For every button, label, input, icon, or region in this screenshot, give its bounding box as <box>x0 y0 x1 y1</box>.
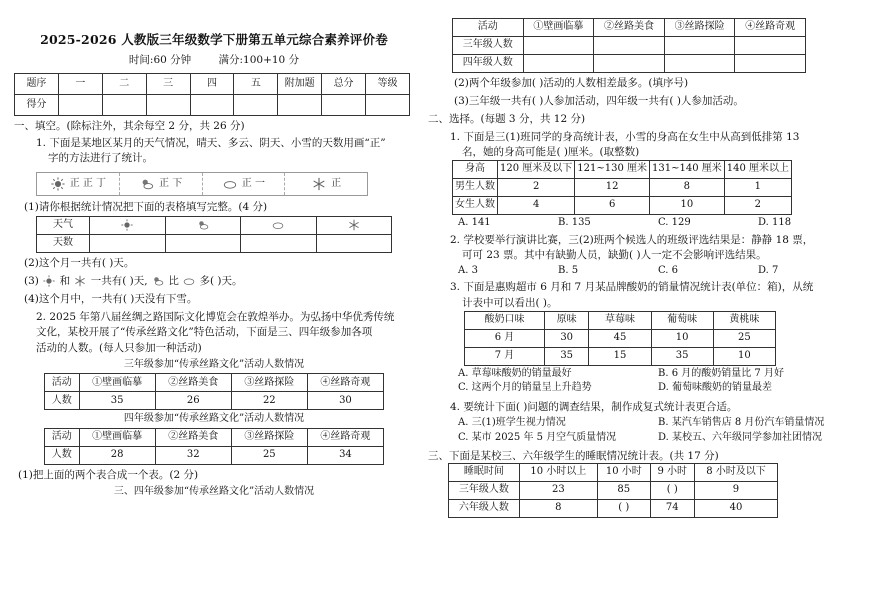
score-header: 三 <box>146 73 190 94</box>
option[interactable]: A. 三(1)班学生视力情况 <box>458 417 566 429</box>
partly-cloudy-icon <box>139 177 155 191</box>
score-header: 附加题 <box>278 73 322 94</box>
days-cell[interactable] <box>241 234 317 252</box>
grade3-value: 35 <box>79 392 155 410</box>
sleep-row-label: 三年级人数 <box>449 482 520 500</box>
option[interactable]: D. 葡萄味酸奶的销量最差 <box>658 382 773 394</box>
sun-icon <box>42 275 56 287</box>
q1-1: (1)请你根据统计情况把下面的表格填写完整。(4 分) <box>24 201 268 214</box>
activity-header: 活动 <box>45 428 80 446</box>
activity-header: ②丝路美食 <box>155 374 231 392</box>
score-cell[interactable] <box>146 94 190 115</box>
weather-sunny <box>90 216 166 234</box>
score-cell[interactable] <box>234 94 278 115</box>
yogurt-header: 草莓味 <box>589 311 651 329</box>
option[interactable]: B. 5 <box>558 264 579 276</box>
height-header: 131~140 厘米 <box>650 161 725 179</box>
sleep-row-label: 六年级人数 <box>449 500 520 518</box>
q2-line-c: 活动的人数。(每人只参加一种活动) <box>36 341 202 354</box>
sun-icon <box>50 177 66 191</box>
grade3-value: 22 <box>231 392 307 410</box>
q2-text <box>14 310 414 356</box>
cloud-icon <box>182 275 196 287</box>
snowflake-icon <box>73 275 87 287</box>
score-header: 一 <box>58 73 102 94</box>
c2-text <box>428 233 858 263</box>
height-value: 10 <box>650 197 725 215</box>
sleep-value: 85 <box>598 482 651 500</box>
days-cell[interactable] <box>90 234 166 252</box>
activity-header: 活动 <box>45 374 80 392</box>
activity-header: ④丝路奇观 <box>307 374 383 392</box>
section1-heading: 一、填空。(除标注外，其余每空 2 分，共 26 分) <box>14 119 245 132</box>
snowflake-icon <box>347 219 361 231</box>
score-cell[interactable] <box>366 94 410 115</box>
q2-3: (3)三年级一共有( )人参加活动，四年级一共有( )人参加活动。 <box>454 95 744 108</box>
grade4-caption: 四年级参加“传承丝路文化”活动人数情况 <box>123 413 305 425</box>
tally-snow <box>285 173 367 195</box>
c1-line-a: 1. 下面是三(1)班同学的身高统计表，小雪的身高在女生中从高到低排第 13 <box>450 130 800 143</box>
activity-header: ①壁画临摹 <box>79 374 155 392</box>
option[interactable]: B. 135 <box>558 217 591 228</box>
yogurt-value: 30 <box>544 329 588 347</box>
partly-cloudy-icon <box>151 275 165 287</box>
score-header: 等级 <box>366 73 410 94</box>
height-header: 140 厘米以上 <box>724 161 791 179</box>
q1-3-prefix: (3) <box>24 274 39 287</box>
grade3-value: 30 <box>307 392 383 410</box>
score-cell[interactable] <box>102 94 146 115</box>
sleep-value: ( ) <box>650 482 694 500</box>
yogurt-header: 黄桃味 <box>713 311 775 329</box>
option[interactable]: C. 6 <box>658 264 679 276</box>
option[interactable]: D. 7 <box>758 264 779 276</box>
option[interactable]: B. 某汽车销售店 8 月份汽车销量情况 <box>658 417 825 429</box>
yogurt-value: 15 <box>589 347 651 365</box>
c1-line-b: 名，她的身高可能是( )厘米。(取整数) <box>462 145 640 158</box>
people-label: 人数 <box>45 392 80 410</box>
grade4-value: 28 <box>79 446 155 464</box>
page-title: 2025-2026 人教版三年级数学下册第五单元综合素养评价卷 <box>40 32 388 47</box>
q1-4: (4)这个月中，一共有( )天没有下雪。 <box>24 292 198 305</box>
height-value: 4 <box>498 197 575 215</box>
weather-tally <box>36 172 368 196</box>
score-cell[interactable] <box>58 94 102 115</box>
sleep-value: 23 <box>519 482 597 500</box>
combined-header: ①壁画临摹 <box>523 19 594 37</box>
sun-icon <box>120 219 134 231</box>
score-table <box>14 73 410 116</box>
activity-header: ③丝路探险 <box>231 428 307 446</box>
sleep-header: 10 小时 <box>598 464 651 482</box>
sleep-table <box>448 463 778 518</box>
days-cell[interactable] <box>165 234 241 252</box>
section3-heading: 三、下面是某校三、六年级学生的睡眠情况统计表。(共 17 分) <box>428 450 719 463</box>
q2-line-a: 2. 2025 年第八届丝绸之路国际文化博览会在敦煌举办。为弘扬中华优秀传统 <box>36 311 395 324</box>
yogurt-value: 35 <box>544 347 588 365</box>
option[interactable]: B. 6 月的酸奶销量比 7 月好 <box>658 367 784 379</box>
activity-header: ③丝路探险 <box>231 374 307 392</box>
c4-text: 4. 要统计下面( )问题的调查结果，制作成复式统计表更合适。 <box>450 400 738 413</box>
height-value: 2 <box>724 197 791 215</box>
c3-options <box>458 368 858 397</box>
sleep-header: 8 小时及以下 <box>694 464 777 482</box>
q2-2: (2)两个年级参加( )活动的人数相差最多。(填序号) <box>454 77 689 89</box>
weather-snow <box>316 216 392 234</box>
c3-line-a: 3. 下面是惠购超市 6 月和 7 月某品牌酸奶的销量情况统计表(单位：箱)，从统 <box>450 281 814 294</box>
tally-marks: 正 正 丁 <box>69 178 107 190</box>
weather-table <box>36 216 392 253</box>
yogurt-value: 35 <box>651 347 713 365</box>
combined-cell[interactable] <box>523 37 594 55</box>
combined-cell[interactable] <box>664 55 735 73</box>
score-cell[interactable] <box>190 94 234 115</box>
combined-caption: 三、四年级参加“传承丝路文化”活动人数情况 <box>113 486 315 498</box>
yogurt-row-label: 6 月 <box>465 329 545 347</box>
combined-table <box>452 18 806 73</box>
weather-header: 天气 <box>37 216 90 234</box>
combined-cell[interactable] <box>735 37 806 55</box>
snowflake-icon <box>311 177 327 191</box>
grade3-table <box>44 373 384 410</box>
combined-header: 活动 <box>453 19 524 37</box>
c2-line-a: 2. 学校要举行演讲比赛，三(2)班两个候选人的班级评选结果是：静静 18 票， <box>450 233 814 246</box>
q1-3-and: 和 <box>59 274 71 287</box>
combined-row-label: 四年级人数 <box>453 55 524 73</box>
people-label: 人数 <box>45 446 80 464</box>
sleep-value: ( ) <box>598 500 651 518</box>
combined-cell[interactable] <box>664 37 735 55</box>
q1-3 <box>14 274 414 289</box>
combined-cell[interactable] <box>735 55 806 73</box>
grade3-value: 26 <box>155 392 231 410</box>
c3-text <box>428 280 858 310</box>
cloud-icon <box>222 177 238 191</box>
grade4-value: 25 <box>231 446 307 464</box>
c1-text <box>428 130 858 160</box>
score-header: 题序 <box>15 73 59 94</box>
left-column <box>14 14 414 501</box>
yogurt-table <box>464 311 776 366</box>
sleep-value: 8 <box>519 500 597 518</box>
option[interactable]: C. 129 <box>658 217 691 228</box>
score-header: 五 <box>234 73 278 94</box>
option[interactable]: C. 某市 2025 年 5 月空气质量情况 <box>458 431 617 443</box>
yogurt-value: 25 <box>713 329 775 347</box>
right-column <box>428 14 858 518</box>
height-value: 8 <box>650 179 725 197</box>
score-header: 总分 <box>322 73 366 94</box>
grade4-value: 34 <box>307 446 383 464</box>
tally-overcast <box>203 173 286 195</box>
sleep-value: 40 <box>694 500 777 518</box>
activity-header: ①壁画临摹 <box>79 428 155 446</box>
sleep-header: 睡眠时间 <box>449 464 520 482</box>
q1-line-b: 字的方法进行了统计。 <box>48 152 153 165</box>
weather-overcast <box>241 216 317 234</box>
combined-header: ②丝路美食 <box>594 19 665 37</box>
option[interactable]: A. 141 <box>458 217 491 228</box>
c1-options <box>458 217 858 230</box>
score-cell[interactable] <box>278 94 322 115</box>
combined-header: ③丝路探险 <box>664 19 735 37</box>
height-header: 121~130 厘米 <box>575 161 650 179</box>
yogurt-value: 10 <box>651 329 713 347</box>
q1-text <box>14 136 414 166</box>
combined-cell[interactable] <box>523 55 594 73</box>
q1-3-diff: 多( )天。 <box>199 274 243 287</box>
option[interactable]: C. 这两个月的销量呈上升趋势 <box>458 382 592 394</box>
q1-line-a: 1. 下面是某地区某月的天气情况，晴天、多云、阴天、小雪的天数用画“正” <box>36 136 386 149</box>
score-header: 二 <box>102 73 146 94</box>
q1-3-compare: 比 <box>168 274 179 287</box>
exam-info <box>14 54 414 67</box>
c2-line-b: 可可 23 票。其中有缺勤人员，缺勤( )人一定不会影响评选结果。 <box>462 248 767 261</box>
activity-header: ④丝路奇观 <box>307 428 383 446</box>
height-row-label: 男生人数 <box>453 179 498 197</box>
time-label: 时间:60 分钟 <box>128 53 192 66</box>
combined-cell[interactable] <box>594 37 665 55</box>
days-cell[interactable] <box>316 234 392 252</box>
grade3-caption: 三年级参加“传承丝路文化”活动人数情况 <box>123 358 305 370</box>
tally-marks: 正 下 <box>159 178 183 190</box>
weather-cloudy <box>165 216 241 234</box>
c4-options <box>458 417 858 446</box>
option[interactable]: A. 3 <box>458 264 478 276</box>
height-value: 2 <box>498 179 575 197</box>
yogurt-value: 45 <box>589 329 651 347</box>
combined-header: ④丝路奇观 <box>735 19 806 37</box>
grade4-value: 32 <box>155 446 231 464</box>
yogurt-header: 酸奶口味 <box>465 311 545 329</box>
combined-row-label: 三年级人数 <box>453 37 524 55</box>
height-table <box>452 160 792 215</box>
full-score-label: 满分:100+10 分 <box>218 53 300 66</box>
section2-heading: 二、选择。(每题 3 分，共 12 分) <box>428 113 586 126</box>
sleep-header: 10 小时以上 <box>519 464 597 482</box>
height-header: 120 厘米及以下 <box>498 161 575 179</box>
tally-marks: 正 一 <box>241 178 265 190</box>
activity-header: ②丝路美食 <box>155 428 231 446</box>
option[interactable]: D. 118 <box>758 217 792 228</box>
option[interactable]: A. 草莓味酸奶的销量最好 <box>458 367 572 379</box>
score-row-label: 得分 <box>15 94 59 115</box>
tally-sunny <box>37 173 120 195</box>
tally-cloudy <box>120 173 203 195</box>
partly-cloudy-icon <box>196 219 210 231</box>
option[interactable]: D. 某校五、六年级同学参加社团情况 <box>658 431 823 443</box>
sleep-header: 9 小时 <box>650 464 694 482</box>
sleep-value: 74 <box>650 500 694 518</box>
height-value: 1 <box>724 179 791 197</box>
score-cell[interactable] <box>322 94 366 115</box>
q2-1: (1)把上面的两个表合成一个表。(2 分) <box>18 468 199 481</box>
score-header: 四 <box>190 73 234 94</box>
yogurt-header: 葡萄味 <box>651 311 713 329</box>
combined-cell[interactable] <box>594 55 665 73</box>
height-row-label: 女生人数 <box>453 197 498 215</box>
tally-marks: 正 <box>331 178 342 190</box>
q1-2: (2)这个月一共有( )天。 <box>24 256 135 269</box>
height-header: 身高 <box>453 161 498 179</box>
c2-options <box>458 265 858 278</box>
sleep-value: 9 <box>694 482 777 500</box>
c3-line-b: 计表中可以看出( )。 <box>462 296 558 309</box>
yogurt-row-label: 7 月 <box>465 347 545 365</box>
yogurt-value: 10 <box>713 347 775 365</box>
height-value: 12 <box>575 179 650 197</box>
yogurt-header: 原味 <box>544 311 588 329</box>
cloud-icon <box>271 219 285 231</box>
q2-line-b: 文化，某校开展了“传承丝路文化”特色活动，下面是三、四年级参加各项 <box>36 326 373 339</box>
height-value: 6 <box>575 197 650 215</box>
days-label: 天数 <box>37 234 90 252</box>
q1-3-total: 一共有( )天, <box>90 274 148 287</box>
grade4-table <box>44 428 384 465</box>
